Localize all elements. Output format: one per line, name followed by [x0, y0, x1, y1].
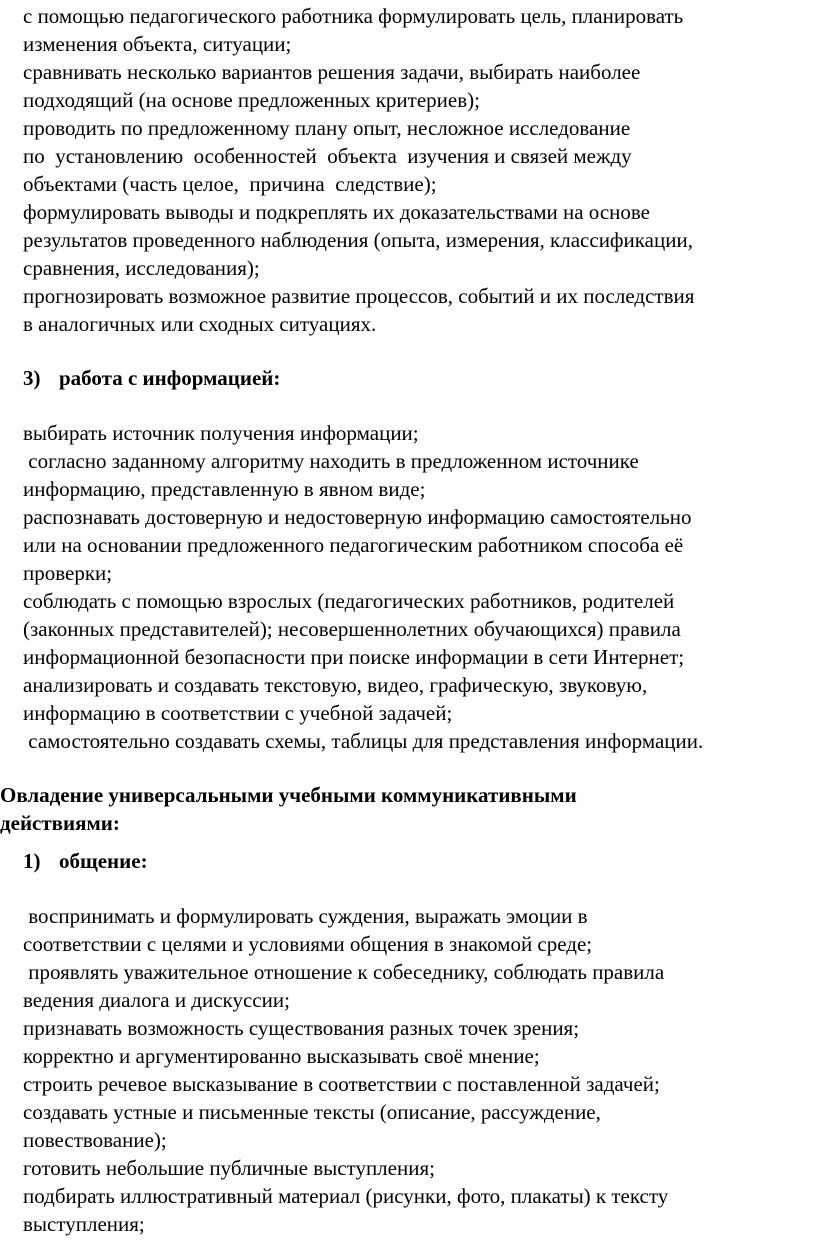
list-item-line: с помощью педагогического работника формулировать цель, планировать	[23, 4, 684, 28]
list-item-line: проводить по предложенному плану опыт, несложное исследование	[23, 116, 631, 140]
list-item-line: или на основании предложенного педагогическим работником способа её	[23, 533, 684, 557]
list-item-line: информацию в соответствии с учебной задачей;	[23, 701, 453, 725]
list-item-line: формулировать выводы и подкреплять их доказательствами на основе	[23, 200, 650, 224]
list-item-line: подбирать иллюстративный материал (рисунки, фото, плакаты) к тексту	[23, 1184, 669, 1208]
list-item-line: информацию, представленную в явном виде;	[23, 477, 426, 501]
subheading-number: 1)	[23, 849, 41, 873]
list-item-line: распознавать достоверную и недостоверную информацию самостоятельно	[23, 505, 692, 529]
list-item-line: прогнозировать возможное развитие процессов, событий и их последствия	[23, 284, 695, 308]
list-item-line: выбирать источник получения информации;	[23, 421, 419, 445]
list-item-line: анализировать и создавать текстовую, видео, графическую, звуковую,	[23, 673, 648, 697]
list-item-line: подходящий (на основе предложенных критериев);	[23, 88, 480, 112]
list-item-line: самостоятельно создавать схемы, таблицы для представления информации.	[23, 729, 704, 753]
list-item-line: признавать возможность существования разных точек зрения;	[23, 1016, 580, 1040]
list-item-line: изменения объекта, ситуации;	[23, 32, 292, 56]
list-item-line: (законных представителей); несовершеннолетних обучающихся) правила	[23, 617, 681, 641]
list-item-line: повествование);	[23, 1128, 167, 1152]
list-item-line: корректно и аргументированно высказывать своё мнение;	[23, 1044, 540, 1068]
subheading-title: общение:	[59, 849, 148, 873]
list-item-line: согласно заданному алгоритму находить в предложенном источнике	[23, 449, 639, 473]
list-item-line: воспринимать и формулировать суждения, выражать эмоции в	[23, 904, 588, 928]
list-item-line: проявлять уважительное отношение к собеседнику, соблюдать правила	[23, 960, 665, 984]
list-item-line: объектами (часть целое, причина следствие);	[23, 172, 437, 196]
section-title-line: Овладение универсальными учебными коммуникативными	[0, 783, 577, 807]
list-item-line: выступления;	[23, 1212, 145, 1236]
list-item-line: проверки;	[23, 561, 113, 585]
subheading-number: 3)	[23, 366, 41, 390]
list-item-line: соответствии с целями и условиями общения в знакомой среде;	[23, 932, 593, 956]
section-title-line: действиями:	[0, 811, 120, 835]
list-item-line: создавать устные и письменные тексты (описание, рассуждение,	[23, 1100, 601, 1124]
list-item-line: готовить небольшие публичные выступления;	[23, 1156, 435, 1180]
list-item-line: сравнивать несколько вариантов решения задачи, выбирать наиболее	[23, 60, 641, 84]
list-item-line: по установлению особенностей объекта изучения и связей между	[23, 144, 632, 168]
subheading-title: работа с информацией:	[59, 366, 281, 390]
list-item-line: ведения диалога и дискуссии;	[23, 988, 290, 1012]
list-item-line: соблюдать с помощью взрослых (педагогических работников, родителей	[23, 589, 675, 613]
list-item-line: информационной безопасности при поиске информации в сети Интернет;	[23, 645, 685, 669]
list-item-line: результатов проведенного наблюдения (опыта, измерения, классификации,	[23, 228, 693, 252]
list-item-line: сравнения, исследования);	[23, 256, 260, 280]
list-item-line: в аналогичных или сходных ситуациях.	[23, 312, 377, 336]
list-item-line: строить речевое высказывание в соответствии с поставленной задачей;	[23, 1072, 660, 1096]
